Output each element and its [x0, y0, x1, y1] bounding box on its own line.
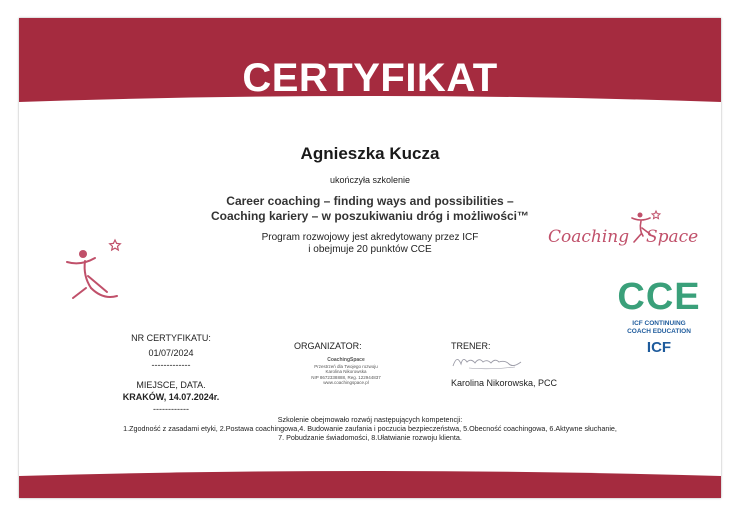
trainer-signature [449, 348, 529, 374]
recipient-name: Agnieszka Kucza [300, 144, 440, 163]
program-points: i obejmuje 20 punktów CCE [308, 244, 432, 255]
cce-sub1: ICF CONTINUING [632, 320, 686, 327]
place-date-label: MIEJSCE, DATA. [136, 380, 206, 390]
separator: ------------ [153, 404, 189, 414]
cce-text: CCE [617, 276, 701, 318]
competencies-intro: Szkolenie obejmowało rozwój następujących kompetencji: [277, 415, 463, 424]
cce-sub2: COACH EDUCATION [627, 328, 691, 335]
star-figure-icon [55, 236, 127, 304]
competencies [19, 415, 721, 442]
completed-text: ukończyła szkolenie [329, 175, 411, 185]
course-title-en: Career coaching – finding ways and possibilities – [226, 194, 514, 208]
competencies-line2: 7. Pobudzanie świadomości, 8.Ułatwianie rozwoju klienta. [278, 433, 462, 442]
certificate-number: 01/07/2024 [148, 348, 194, 358]
footer-band [19, 464, 721, 498]
organizer-stamp: CoachingSpace Przestrzeń dla Twojego rozwoju Karolina Nikorowska NIP 8672338888, Reg. 122944837 www.coachingspace.pl [311, 357, 381, 385]
course-title-pl: Coaching kariery – w poszukiwaniu dróg i możliwości™ [210, 209, 530, 223]
cce-logo [607, 278, 711, 368]
place-date-value: KRAKÓW, 14.07.2024r. [122, 392, 220, 402]
certificate [19, 18, 721, 498]
trainer-label: TRENER: [451, 341, 491, 351]
certificate-number-label: NR CERTYFIKATU: [131, 333, 211, 343]
program-accreditation: Program rozwojowy jest akredytowany przez ICF [261, 232, 479, 243]
icf-text: ICF [646, 339, 672, 356]
competencies-line1: 1.Zgodność z zasadami etyki, 2.Postawa coachingowa,4. Budowanie zaufania i poczucia bezpieczeństwa, 5.Obecność coachingowa, 6.Aktywne słuchanie, [123, 424, 617, 433]
certificate-title: CERTYFIKAT [242, 56, 498, 100]
separator: ------------- [151, 360, 191, 370]
svg-text:Space: Space [646, 227, 699, 247]
coaching-space-text: Coaching [548, 227, 630, 247]
trainer-name: Karolina Nikorowska, PCC [451, 378, 558, 388]
organizer-label: ORGANIZATOR: [294, 341, 362, 351]
certificate-number-block [111, 332, 231, 415]
coaching-space-logo [546, 208, 706, 250]
